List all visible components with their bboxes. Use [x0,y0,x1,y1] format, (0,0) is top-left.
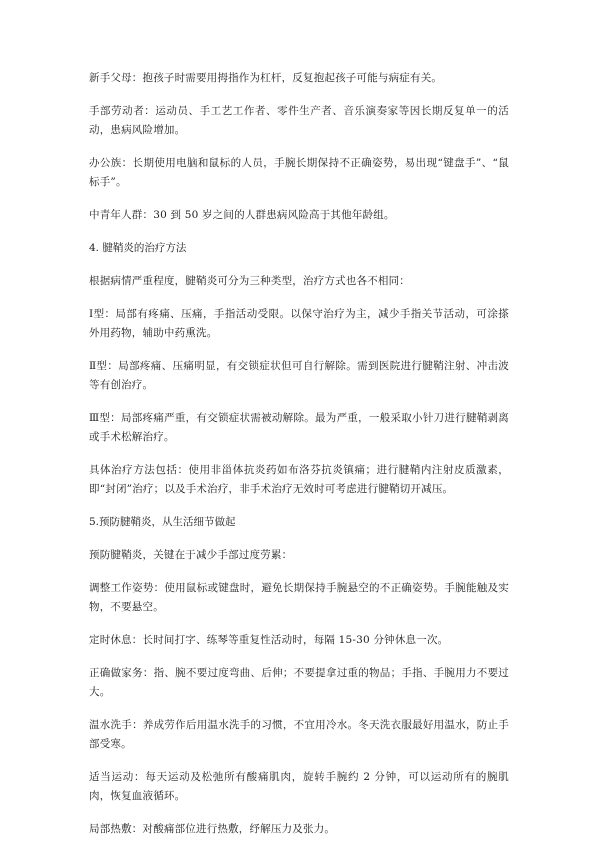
paragraph-middle-aged: 中青年人群：30 到 50 岁之间的人群患病风险高于其他年龄组。 [89,209,395,221]
paragraph-warm-water: 温水洗手：养成劳作后用温水洗手的习惯，不宜用冷水。冬天洗衣服最好用温水，防止手部受寒。 [89,719,509,750]
paragraph-heat-compress: 局部热敷：对酸痛部位进行热敷，纾解压力及张力。 [89,823,336,835]
paragraph-office-workers: 办公族：长期使用电脑和鼠标的人员，手腕长期保持不正确姿势，易出现“键盘手”、“鼠标手”。 [89,157,509,188]
paragraph-new-parents: 新手父母：抱孩子时需要用拇指作为杠杆，反复抱起孩子可能与病症有关。 [89,72,443,84]
section-heading-treatment: 4. 腱鞘炎的治疗方法 [89,242,187,254]
paragraph-exercise: 适当运动：每天运动及松弛所有酸痛肌肉，旋转手腕约 2 分钟，可以运动所有的腕肌肉，恢复血液循环。 [89,771,509,802]
paragraph-posture: 调整工作姿势：使用鼠标或键盘时，避免长期保持手腕悬空的不正确姿势。手腕能触及实物，不要悬空。 [89,582,509,613]
paragraph-prevention-intro: 预防腱鞘炎，关键在于减少手部过度劳累： [89,549,293,561]
paragraph-treatment-intro: 根据病情严重程度，腱鞘炎可分为三种类型，治疗方式也各不相同： [89,275,410,287]
paragraph-rest: 定时休息：长时间打字、练琴等重复性活动时，每隔 15-30 分钟休息一次。 [89,634,449,646]
paragraph-type-3: Ⅲ型：局部疼痛严重，有交锁症状需被动解除。最为严重，一般采取小针刀进行腱鞘剥离或手术松解治疗。 [89,412,509,443]
paragraph-type-1: Ⅰ型：局部有疼痛、压痛，手指活动受限。以保守治疗为主，减少手指关节活动，可涂搽外用药物，辅助中药熏洗。 [89,308,509,339]
section-heading-prevention: 5.预防腱鞘炎，从生活细节做起 [89,516,236,528]
paragraph-manual-workers: 手部劳动者：运动员、手工艺工作者、零件生产者、音乐演奏家等因长期反复单一的活动，患病风险增加。 [89,105,509,136]
paragraph-type-2: Ⅱ型：局部疼痛、压痛明显，有交锁症状但可自行解除。需到医院进行腱鞘注射、冲击波等有创治疗。 [89,360,509,391]
paragraph-housework: 正确做家务：指、腕不要过度弯曲、后伸；不要提拿过重的物品；手指、手腕用力不要过大。 [89,667,509,698]
document-page [89,69,509,853]
paragraph-treatment-methods: 具体治疗方法包括：使用非甾体抗炎药如布洛芬抗炎镇痛；进行腱鞘内注射皮质激素，即“封闭”治疗；以及手术治疗，非手术治疗无效时可考虑进行腱鞘切开减压。 [89,464,509,495]
